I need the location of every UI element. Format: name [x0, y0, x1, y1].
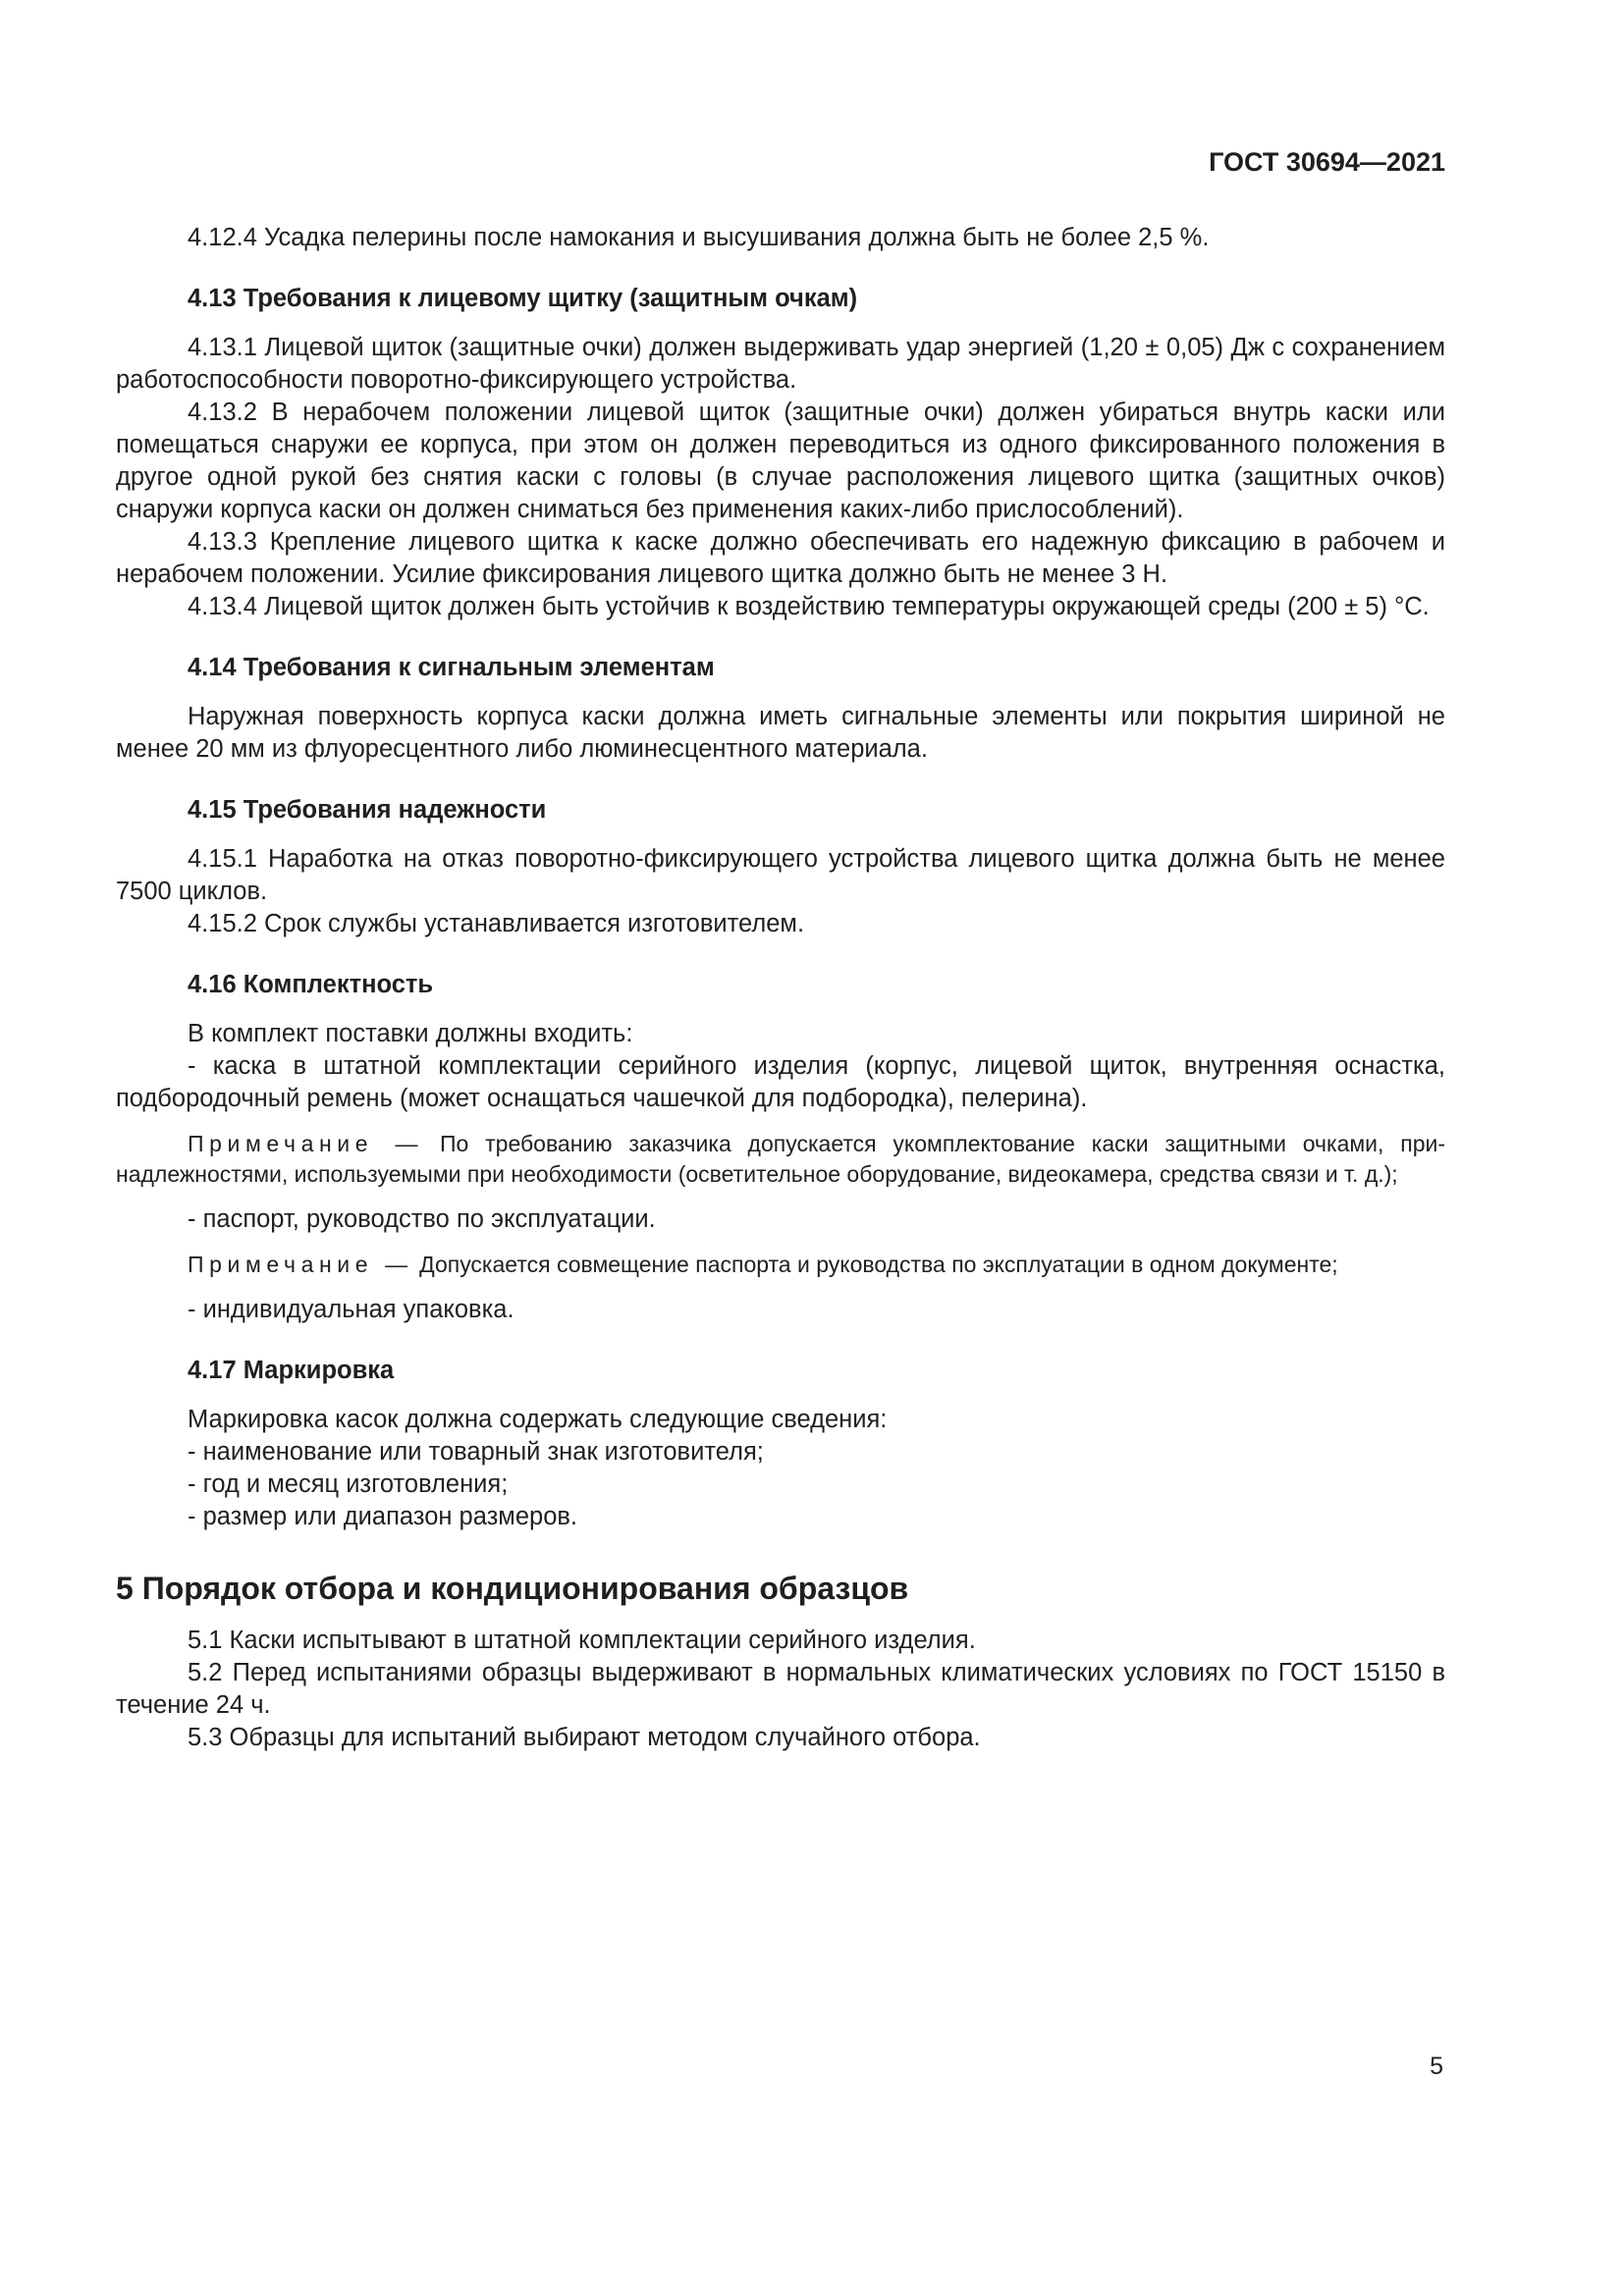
document-body	[116, 222, 1445, 1754]
note-label: Примечание —	[188, 1252, 413, 1277]
paragraph-4-15-2: 4.15.2 Срок службы устанавливается изготовителем.	[188, 910, 805, 937]
note-text: По требованию заказчика допускается укомплектование каски защитными очками, принадлежностями, используемыми при необходимости (осветительное оборудование, видеокамера, средства связи и т. д.);	[116, 1131, 1446, 1187]
list-item-date: - год и месяц изготовления;	[188, 1470, 509, 1498]
heading-4-14: 4.14 Требования к сигнальным элементам	[188, 654, 715, 681]
paragraph-4-13-1: 4.13.1 Лицевой щиток (защитные очки) должен выдерживать удар энергией (1,20 ± 0,05) Дж с сохранением работоспособности поворотно-фиксирующего устройства.	[116, 334, 1445, 394]
list-item-packaging: - индивидуальная упаковка.	[188, 1296, 514, 1323]
paragraph-4-13-4: 4.13.4 Лицевой щиток должен быть устойчив к воздействию температуры окружающей среды (200 ± 5) °C.	[188, 593, 1430, 620]
heading-4-17: 4.17 Маркировка	[188, 1357, 395, 1384]
paragraph-4-15-1: 4.15.1 Наработка на отказ поворотно-фиксирующего устройства лицевого щитка должна быть не менее 7500 циклов.	[116, 845, 1445, 905]
paragraph-4-16-intro: В комплект поставки должны входить:	[188, 1020, 633, 1047]
paragraph-5-2: 5.2 Перед испытаниями образцы выдерживают в нормальных климатических условиях по ГОСТ 15150 в течение 24 ч.	[116, 1659, 1445, 1719]
heading-4-13: 4.13 Требования к лицевому щитку (защитным очкам)	[188, 285, 858, 312]
paragraph-4-13-3: 4.13.3 Крепление лицевого щитка к каске должно обеспечивать его надежную фиксацию в рабочем и нерабочем положении. Усилие фиксирования лицевого щитка должно быть не менее 3 Н.	[116, 528, 1445, 588]
note-text: Допускается совмещение паспорта и руководства по эксплуатации в одном документе;	[419, 1252, 1338, 1277]
list-item-size: - размер или диапазон размеров.	[188, 1503, 578, 1530]
document-code: ГОСТ 30694—2021	[1209, 147, 1445, 177]
page-number: 5	[1430, 2053, 1443, 2080]
paragraph-5-1: 5.1 Каски испытывают в штатной комплектации серийного изделия.	[188, 1627, 976, 1654]
paragraph-4-14: Наружная поверхность корпуса каски должна иметь сигнальные элементы или покрытия шириной не менее 20 мм из флуоресцентного либо люминесцентного материала.	[116, 703, 1445, 763]
paragraph-4-13-2: 4.13.2 В нерабочем положении лицевой щиток (защитные очки) должен убираться внутрь каски или помещаться снаружи ее корпуса, при этом он должен переводиться из одного фиксированного положения в другое одной рукой без снятия каски с головы (в случае расположения лицевого щитка (защитных очков) снаружи корпуса каски он должен сниматься без применения каких-либо прислособлений).	[116, 399, 1445, 523]
paragraph-4-12-4: 4.12.4 Усадка пелерины после намокания и высушивания должна быть не более 2,5 %.	[188, 224, 1210, 251]
paragraph-4-17-intro: Маркировка касок должна содержать следующие сведения:	[188, 1406, 888, 1433]
heading-4-16: 4.16 Комплектность	[188, 971, 434, 998]
note-label: Примечание —	[188, 1131, 424, 1156]
list-item-passport: - паспорт, руководство по эксплуатации.	[188, 1205, 656, 1233]
heading-4-15: 4.15 Требования надежности	[188, 796, 547, 824]
section-heading-5: 5 Порядок отбора и кондиционирования образцов	[116, 1571, 909, 1606]
paragraph-5-3: 5.3 Образцы для испытаний выбирают методом случайного отбора.	[188, 1724, 981, 1751]
note-2	[116, 1250, 1445, 1280]
note-1	[116, 1129, 1445, 1190]
list-item-manufacturer: - наименование или товарный знак изготовителя;	[188, 1438, 764, 1466]
list-item-helmet: - каска в штатной комплектации серийного изделия (корпус, лицевой щиток, внутренняя оснастка, подбородочный ремень (может оснащаться чашечкой для подбородка), пелерина).	[116, 1052, 1445, 1112]
